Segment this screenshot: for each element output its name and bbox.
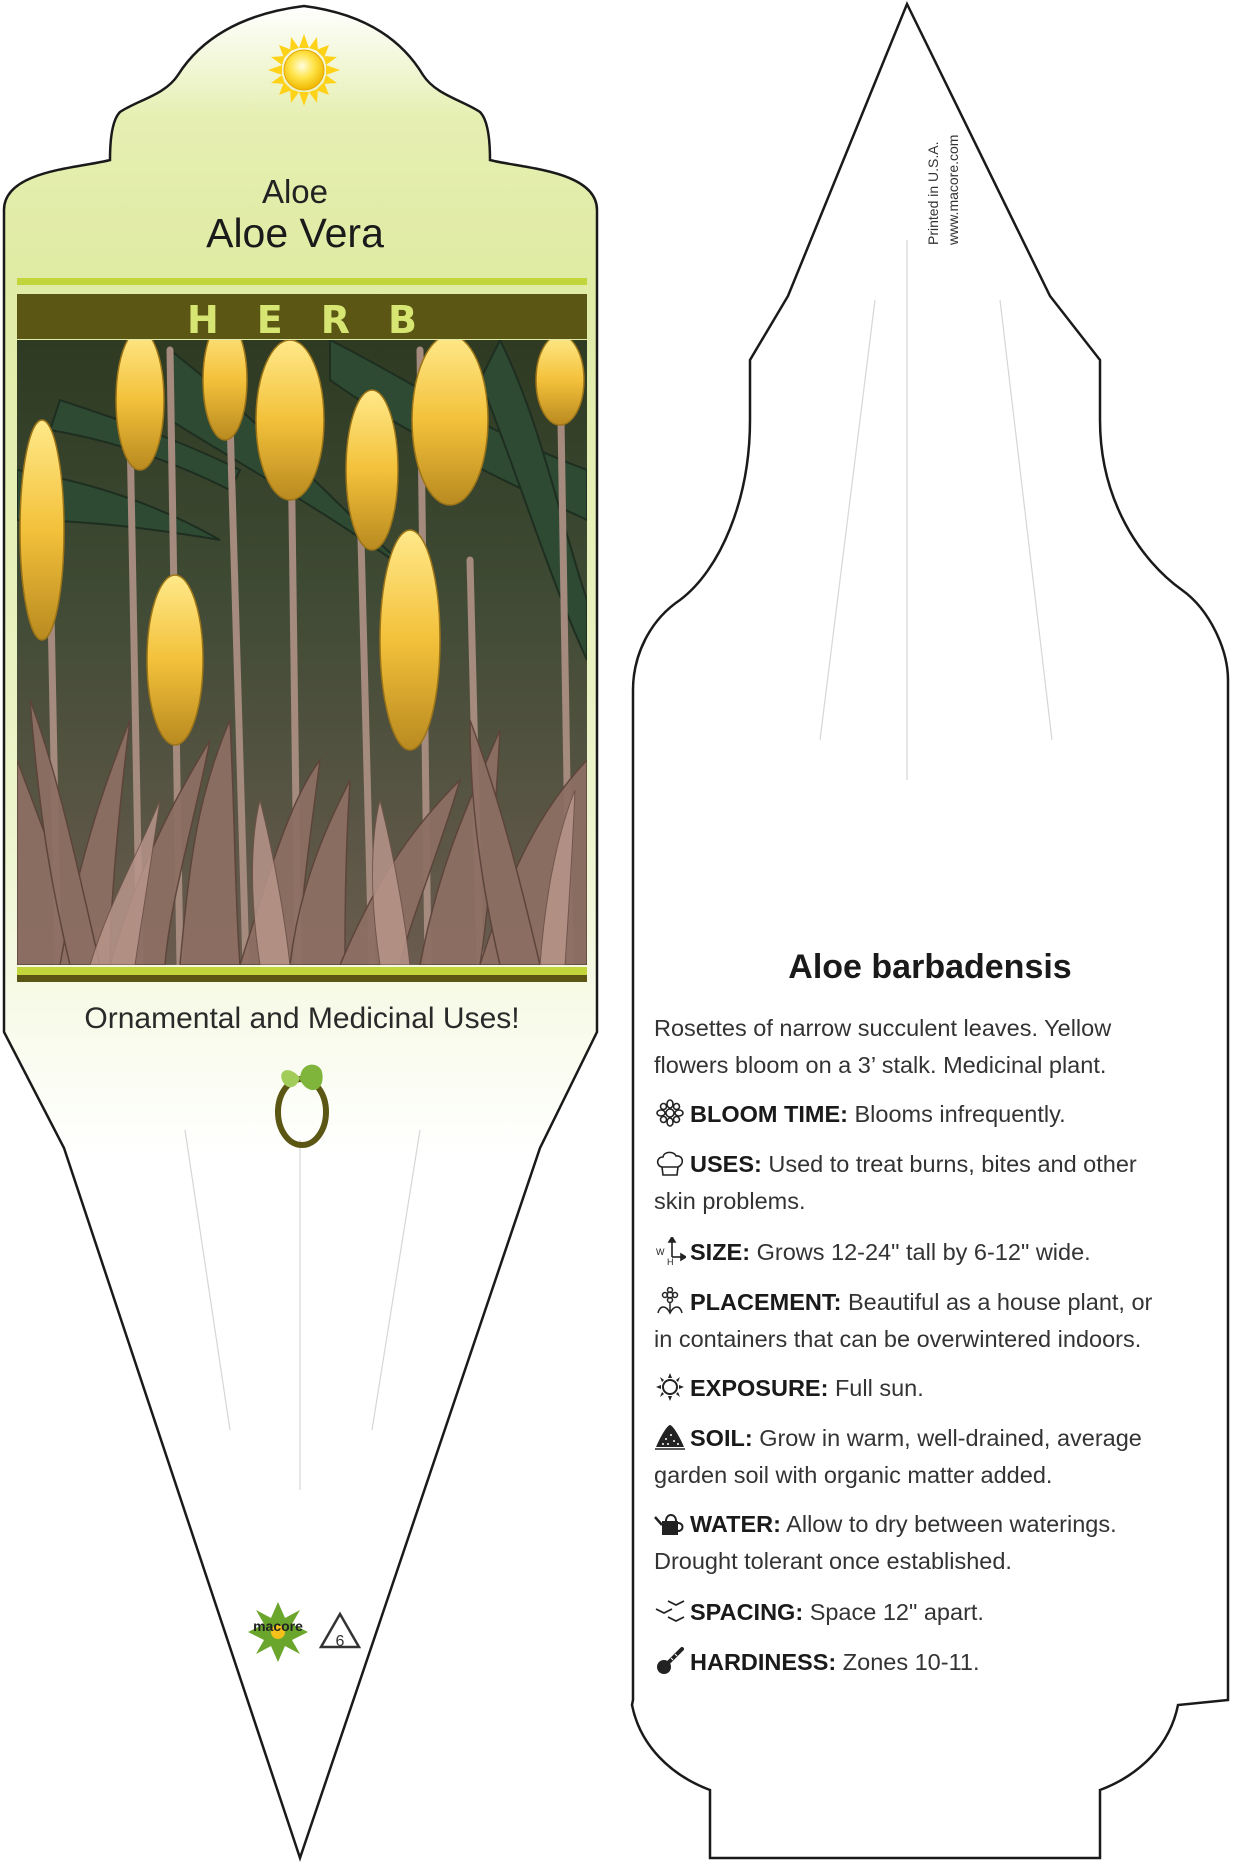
website: www.macore.com [945, 134, 961, 245]
printed-in: Printed in U.S.A. [925, 141, 941, 245]
sun-icon [654, 1373, 686, 1401]
category-label: HERB [187, 298, 455, 342]
watering-can-icon [654, 1509, 686, 1537]
detail-text: Allow to dry between waterings. Drought tolerant once established. [654, 1511, 1117, 1574]
detail-label: HARDINESS: [690, 1649, 837, 1675]
detail-label: BLOOM TIME: [690, 1101, 848, 1127]
detail-exposure [654, 1370, 1174, 1407]
detail-label: EXPOSURE: [690, 1375, 829, 1401]
detail-placement [654, 1284, 1174, 1358]
brand-name: macore [253, 1618, 303, 1634]
soil-pile-icon [654, 1423, 686, 1451]
detail-text: Full sun. [834, 1375, 924, 1401]
detail-label: PLACEMENT: [690, 1289, 842, 1315]
detail-size [654, 1234, 1174, 1271]
category-band-top-light [17, 278, 587, 285]
detail-label: SIZE: [690, 1239, 751, 1265]
detail-label: USES: [690, 1151, 762, 1177]
flower-icon [654, 1099, 686, 1127]
tagline: Ornamental and Medicinal Uses! [84, 1002, 520, 1035]
detail-text: Grows 12-24" tall by 6-12" wide. [756, 1239, 1091, 1265]
detail-text: Beautiful as a house plant, or in containers that can be overwintered indoors. [654, 1289, 1153, 1352]
chef-hat-icon [654, 1149, 686, 1177]
lower-band-light [17, 967, 587, 975]
detail-hardiness [654, 1644, 1174, 1681]
detail-water [654, 1506, 1174, 1580]
size-arrows-icon [654, 1237, 686, 1265]
variety-name: Aloe Vera [206, 210, 384, 256]
lower-band-dark [17, 975, 587, 982]
description: Rosettes of narrow succulent leaves. Yellow flowers bloom on a 3’ stalk. Medicinal plant. [654, 1015, 1112, 1078]
detail-soil [654, 1420, 1174, 1494]
latin-name: Aloe barbadensis [788, 948, 1072, 986]
recycle-number: 6 [335, 1633, 345, 1650]
detail-bloom-time [654, 1096, 1174, 1133]
print-info [910, 95, 970, 245]
placement-flower-icon [654, 1287, 686, 1315]
detail-text: Grow in warm, well-drained, average garden soil with organic matter added. [654, 1425, 1142, 1488]
detail-text: Zones 10-11. [842, 1649, 980, 1675]
detail-text: Blooms infrequently. [854, 1101, 1066, 1127]
size-icon-w: W [656, 1247, 665, 1257]
detail-spacing [654, 1594, 1174, 1631]
plant-photo [17, 320, 587, 965]
thermometer-icon [654, 1647, 686, 1675]
detail-uses [654, 1146, 1174, 1220]
common-name: Aloe [261, 173, 329, 210]
detail-text: Used to treat burns, bites and other skin problems. [654, 1151, 1137, 1214]
detail-text: Space 12" apart. [809, 1599, 984, 1625]
spacing-arrows-icon [654, 1597, 686, 1625]
detail-label: WATER: [690, 1511, 781, 1537]
detail-label: SOIL: [690, 1425, 753, 1451]
detail-label: SPACING: [690, 1599, 804, 1625]
size-icon-h: H [667, 1257, 674, 1265]
